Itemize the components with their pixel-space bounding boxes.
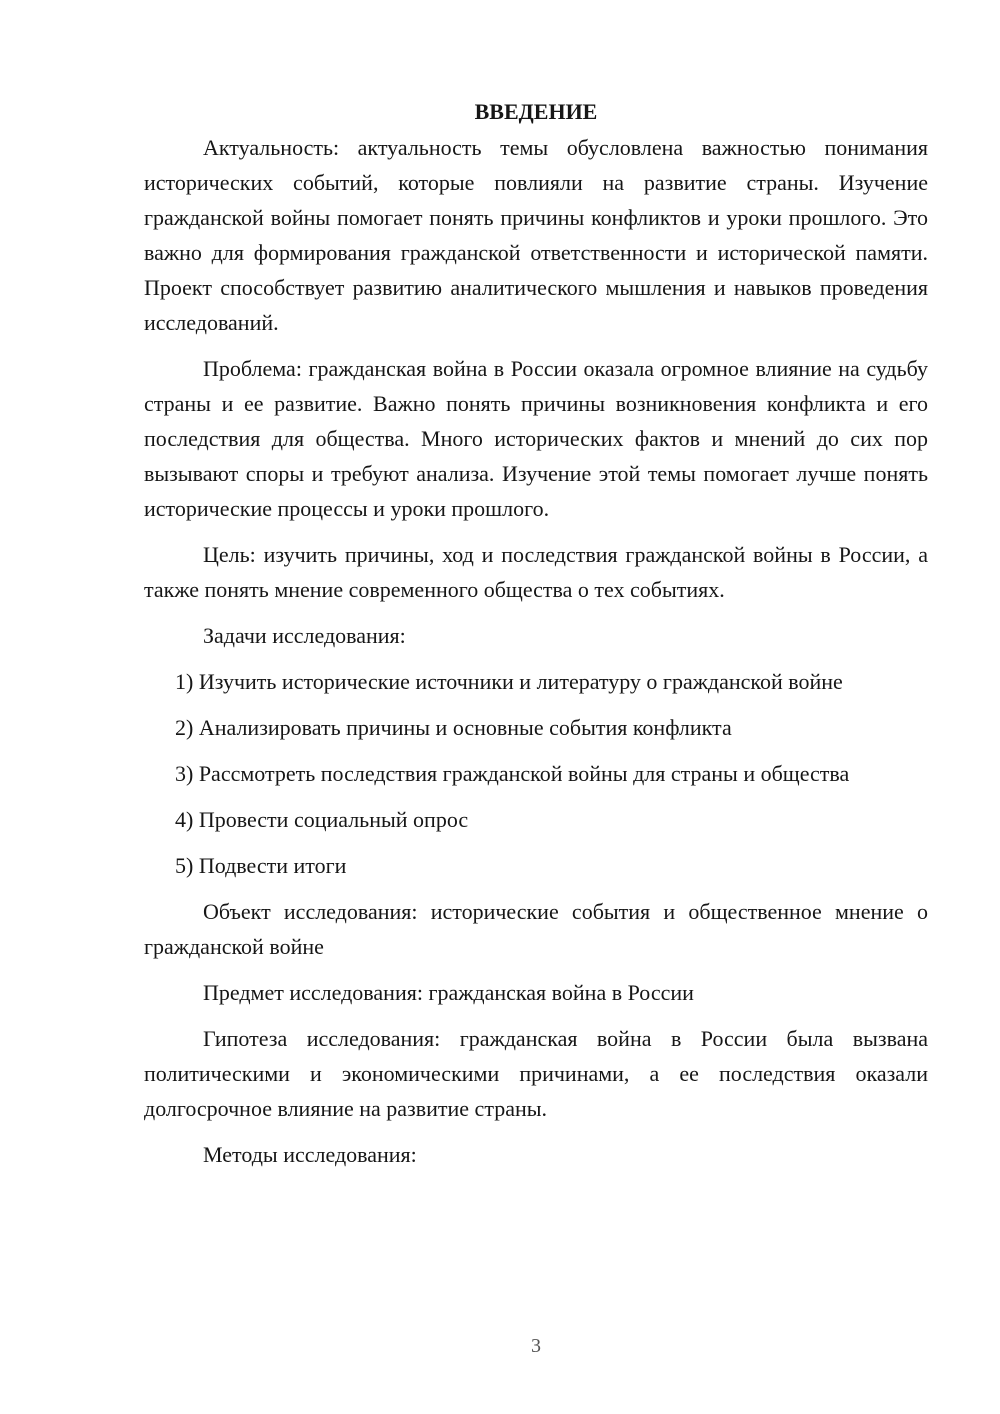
tasks-heading: Задачи исследования:	[203, 623, 406, 648]
task-item-1: 1) Изучить исторические источники и литературу о гражданской войне	[175, 669, 843, 694]
relevance-paragraph: Актуальность: актуальность темы обусловлена важностью понимания исторических событий, которые повлияли на развитие страны. Изучение гражданской войны помогает понять причины конфликтов и уроки прошлого. Это важно для формирования гражданской ответственности и исторической памяти. Проект способствует развитию аналитического мышления и навыков проведения исследований.	[144, 135, 928, 335]
task-item-4: 4) Провести социальный опрос	[175, 807, 469, 832]
research-subject-paragraph: Предмет исследования: гражданская война в России	[203, 980, 694, 1005]
task-item-3: 3) Рассмотреть последствия гражданской войны для страны и общества	[175, 761, 850, 786]
research-object-paragraph: Объект исследования: исторические события и общественное мнение о гражданской войне	[144, 899, 928, 959]
goal-paragraph: Цель: изучить причины, ход и последствия гражданской войны в России, а также понять мнение современного общества о тех событиях.	[144, 542, 928, 602]
page-number: 3	[531, 1335, 541, 1357]
section-title: ВВЕДЕНИЕ	[474, 99, 598, 124]
hypothesis-paragraph: Гипотеза исследования: гражданская война в России была вызвана политическими и экономическими причинами, а ее последствия оказали долгосрочное влияние на развитие страны.	[144, 1026, 928, 1121]
task-item-2: 2) Анализировать причины и основные события конфликта	[175, 715, 732, 740]
document-page	[144, 94, 928, 1183]
methods-heading: Методы исследования:	[203, 1142, 417, 1167]
problem-paragraph: Проблема: гражданская война в России оказала огромное влияние на судьбу страны и ее развитие. Важно понять причины возникновения конфликта и его последствия для общества. Много исторических фактов и мнений до сих пор вызывают споры и требуют анализа. Изучение этой темы помогает лучше понять исторические процессы и уроки прошлого.	[144, 356, 928, 521]
task-item-5: 5) Подвести итоги	[175, 853, 347, 878]
